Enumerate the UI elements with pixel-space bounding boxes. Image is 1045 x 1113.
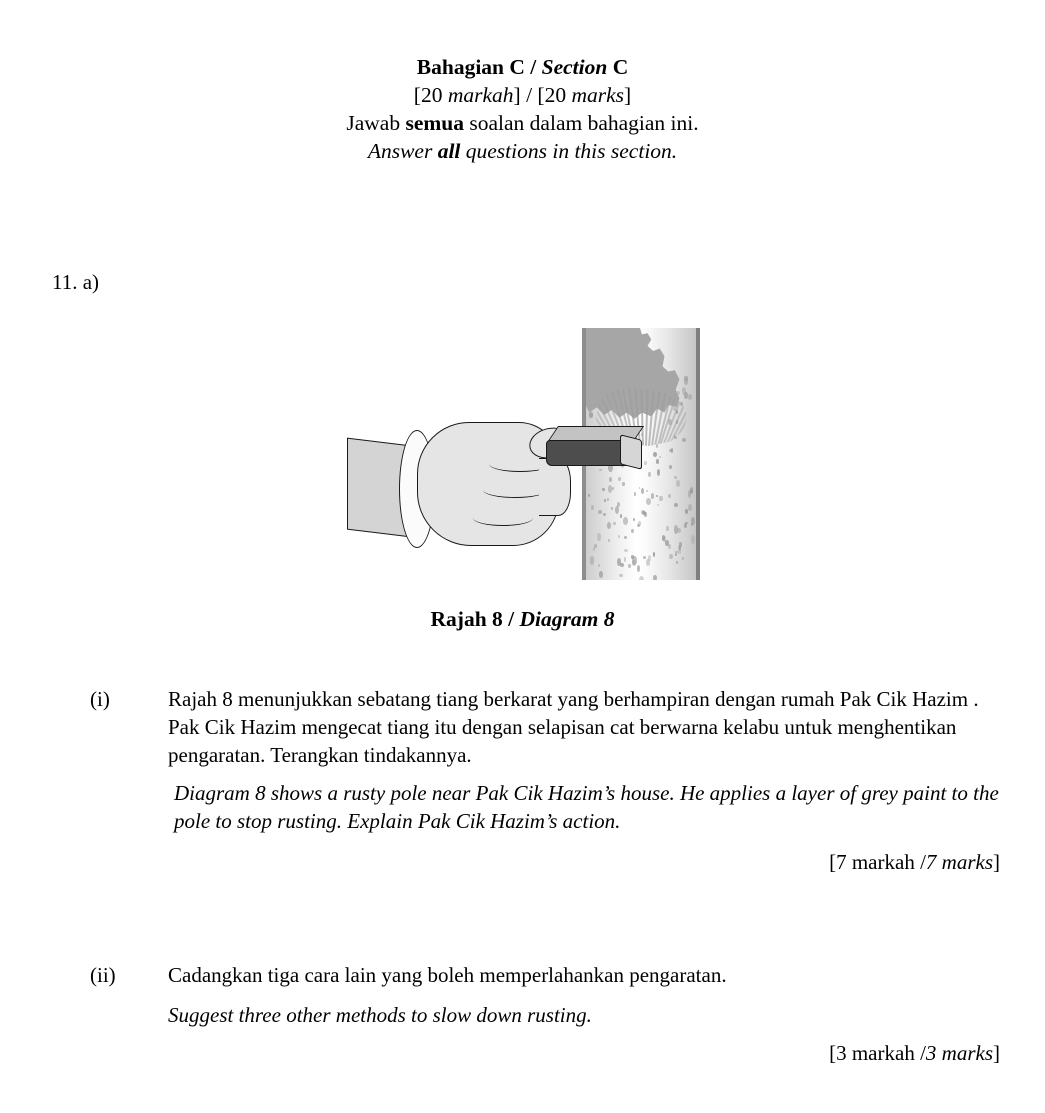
diagram-8-illustration — [343, 322, 703, 580]
part-marker-ii: (ii) — [90, 963, 116, 987]
part-i-text-english: Diagram 8 shows a rusty pole near Pak Cik Hazim’s house. He applies a layer of grey paint to the pole to stop rusting. Explain Pak Cik Hazim’s action. — [174, 780, 999, 833]
section-marks-malay-word: markah — [447, 82, 514, 107]
section-title-letter: C — [607, 55, 629, 79]
section-title-english: Section — [541, 55, 608, 79]
section-marks-end: ] — [624, 82, 632, 107]
figure-container — [0, 322, 1045, 632]
instruction-malay-post: soalan dalam bahagian ini. — [464, 110, 699, 135]
brush-bristle-end — [620, 434, 642, 469]
instruction-english-pre: Answer — [367, 138, 438, 163]
figure-caption-malay: Rajah 8 / — [430, 607, 520, 631]
section-marks-english-word: marks — [571, 82, 625, 107]
pole-right-edge — [696, 328, 700, 580]
part-ii-text-english: Suggest three other methods to slow down rusting. — [168, 1002, 592, 1027]
instruction-english-post: questions in this section. — [460, 138, 678, 163]
section-instruction-english — [0, 138, 1045, 166]
section-marks — [0, 82, 1045, 110]
section-header — [0, 0, 1045, 166]
finger-crease-3 — [473, 510, 533, 526]
instruction-malay-pre: Jawab — [346, 110, 406, 135]
section-title-malay: Bahagian C / — [416, 55, 542, 79]
part-ii-marks-english: 3 marks — [925, 1041, 993, 1065]
section-instruction-malay — [0, 110, 1045, 138]
part-ii-marks — [829, 1041, 1000, 1066]
question-part-ii — [90, 962, 1006, 1030]
part-ii-marks-end: ] — [993, 1041, 1000, 1065]
section-marks-mid: ] / [20 — [513, 82, 572, 107]
section-marks-pre: [20 — [413, 82, 448, 107]
question-number: 11. a) — [52, 270, 100, 294]
part-i-text-malay: Rajah 8 menunjukkan sebatang tiang berkarat yang berhampiran dengan rumah Pak Cik Hazim . Pak Cik Hazim mengecat tiang itu dengan selapisan cat berwarna kelabu untuk menghentikan pengaratan. Terangkan tindakannya. — [168, 687, 979, 767]
part-marker-i: (i) — [90, 687, 110, 711]
part-i-marks-malay: [7 markah / — [829, 850, 926, 874]
figure-caption-english: Diagram 8 — [519, 607, 615, 631]
part-i-marks-english: 7 marks — [925, 850, 993, 874]
instruction-english-emphasis: all — [437, 138, 461, 163]
figure-caption — [0, 607, 1045, 632]
fingertip — [539, 458, 571, 516]
part-ii-marks-malay: [3 markah / — [829, 1041, 926, 1065]
instruction-malay-emphasis: semua — [405, 110, 464, 135]
part-body-ii — [168, 962, 1006, 1030]
finger-crease-2 — [483, 482, 547, 498]
section-title — [0, 54, 1045, 82]
part-ii-text-malay: Cadangkan tiga cara lain yang boleh memperlahankan pengaratan. — [168, 963, 727, 987]
question-part-i — [90, 686, 1006, 836]
part-i-marks-end: ] — [993, 850, 1000, 874]
part-i-marks — [829, 850, 1000, 875]
brush-body — [546, 440, 630, 466]
part-body-i — [168, 686, 1006, 836]
